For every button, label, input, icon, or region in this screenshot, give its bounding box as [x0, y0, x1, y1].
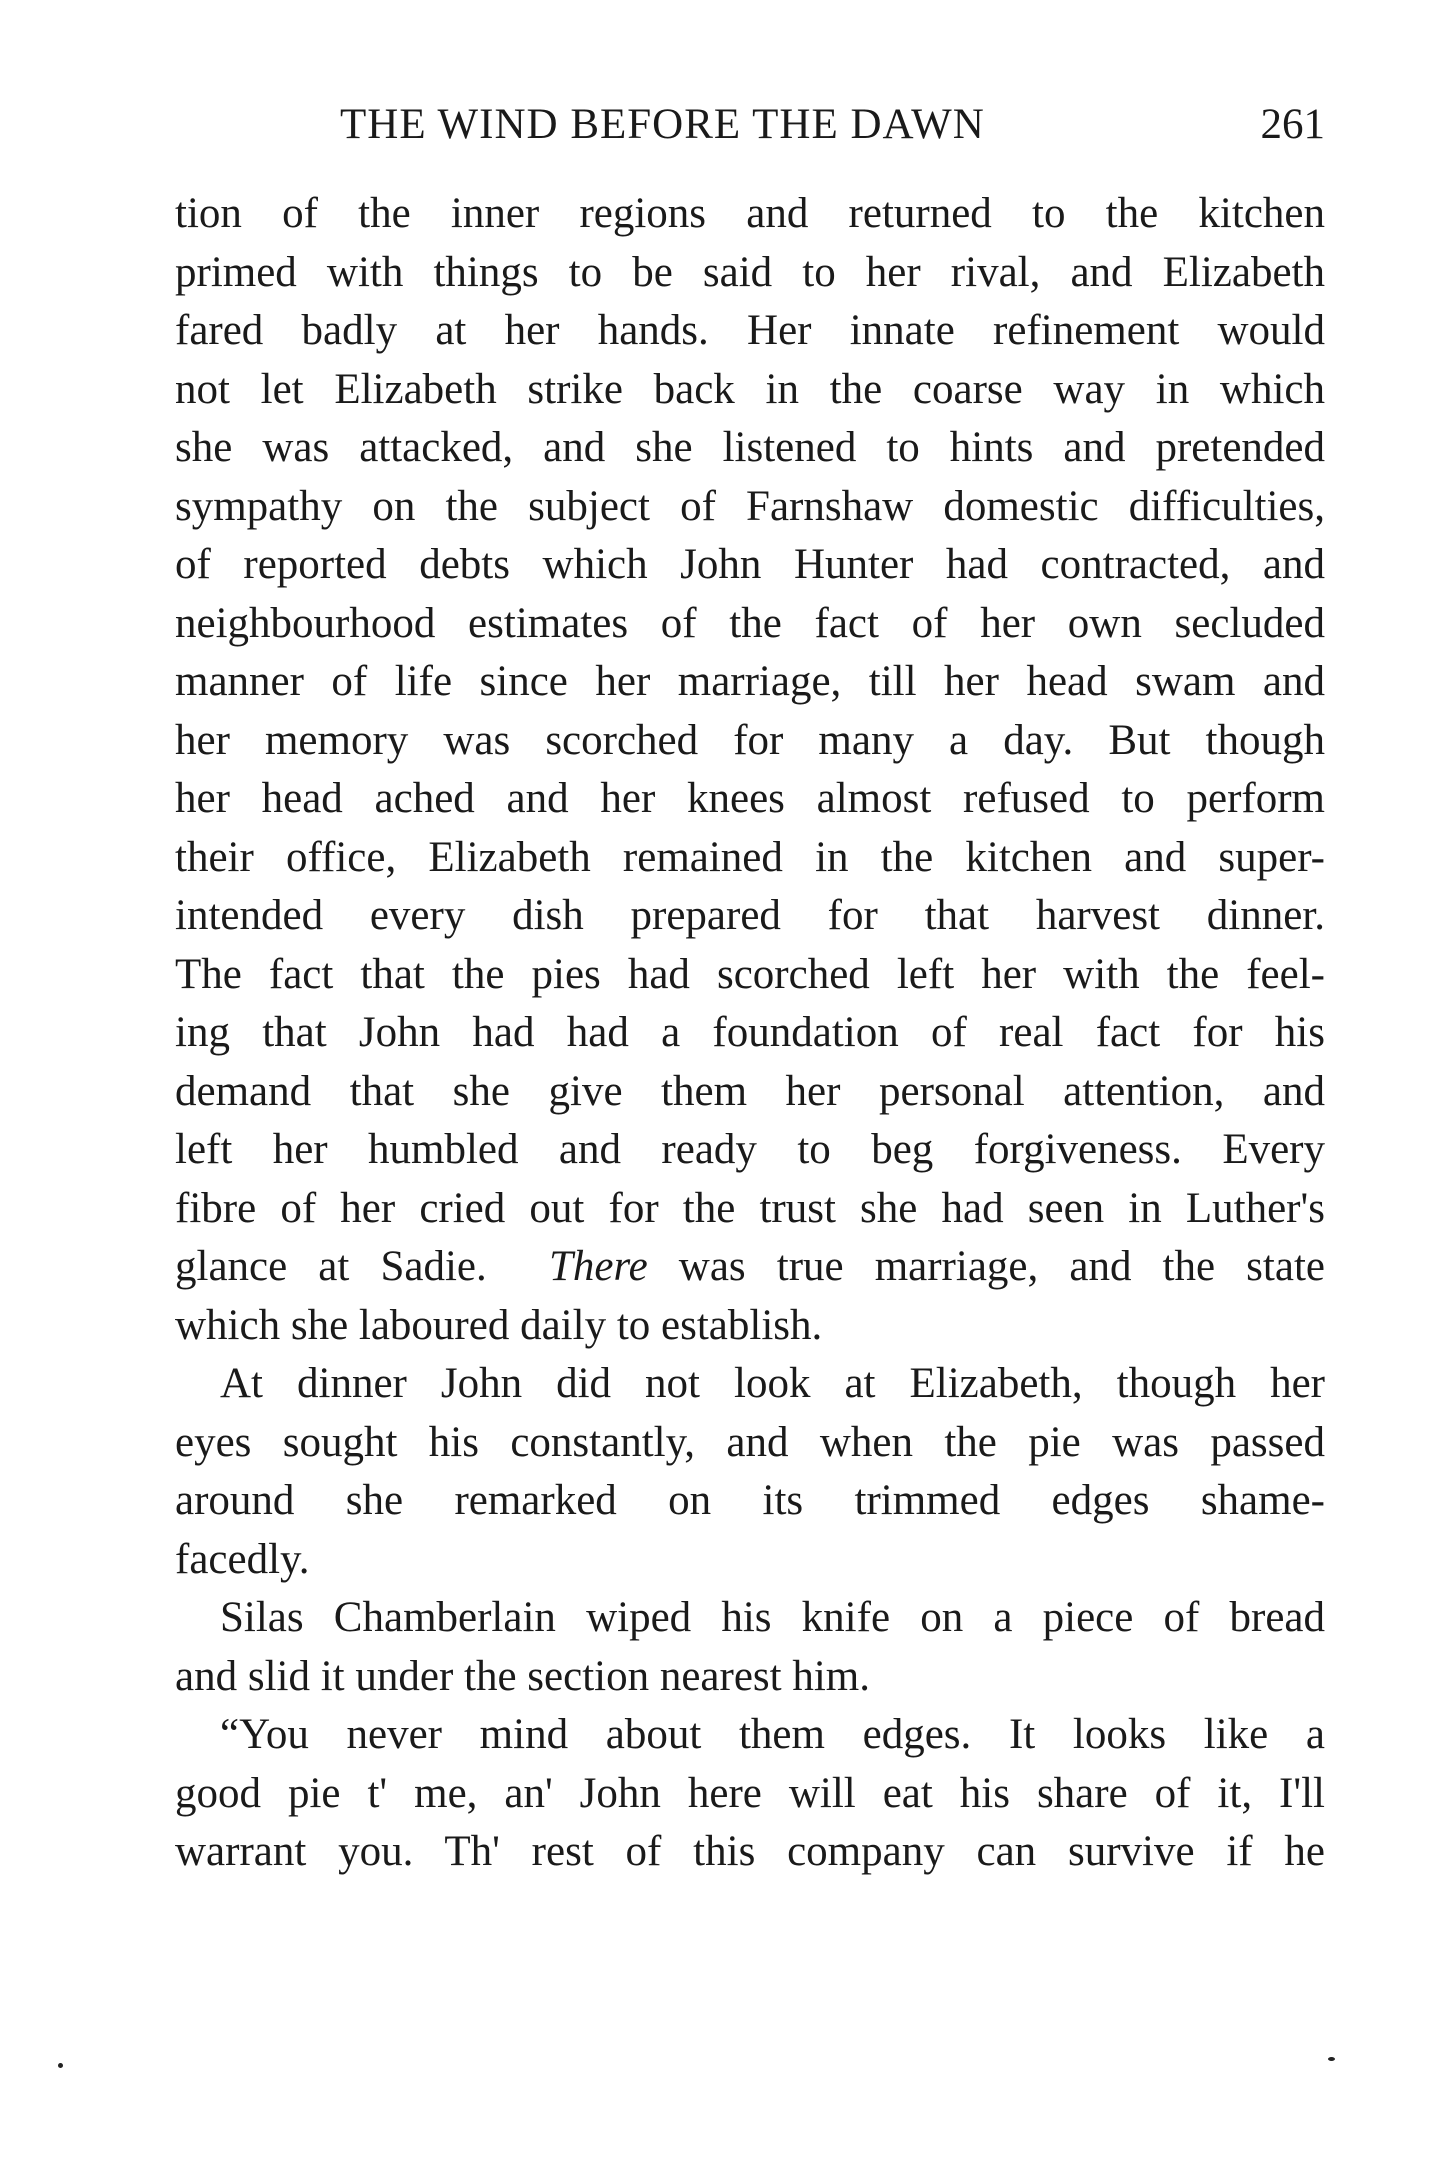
body-text	[175, 185, 1325, 1882]
text-line: primed with things to be said to her rival, and Elizabeth	[175, 248, 1325, 296]
text-line: good pie t' me, an' John here will eat his share of it, I'll	[175, 1769, 1325, 1817]
text-line: her memory was scorched for many a day. But though	[175, 716, 1325, 764]
page-header	[175, 100, 1325, 160]
text-line: of reported debts which John Hunter had contracted, and	[175, 541, 1325, 588]
text-line: eyes sought his constantly, and when the pie was passed	[175, 1418, 1325, 1466]
page-number: 261	[1260, 101, 1325, 148]
paragraph	[175, 185, 1325, 1355]
print-speck	[1328, 2057, 1335, 2061]
text-line: left her humbled and ready to beg forgiveness. Every	[175, 1126, 1325, 1173]
text-line: around she remarked on its trimmed edges shame-	[175, 1477, 1325, 1524]
text-line: not let Elizabeth strike back in the coarse way in which	[175, 365, 1325, 413]
paragraph	[175, 1706, 1325, 1882]
text-line: neighbourhood estimates of the fact of her own secluded	[175, 599, 1325, 647]
print-speck	[58, 2063, 63, 2068]
text-line: Silas Chamberlain wiped his knife on a piece of bread	[220, 1594, 1325, 1641]
text-segment: glance at Sadie.	[175, 1243, 549, 1290]
text-line: her head ached and her knees almost refused to perform	[175, 775, 1325, 822]
text-line: The fact that the pies had scorched left her with the feel-	[175, 950, 1325, 998]
running-title: THE WIND BEFORE THE DAWN	[340, 101, 985, 148]
text-line: facedly.	[175, 1535, 310, 1583]
text-line: fibre of her cried out for the trust she had seen in Luther's	[175, 1184, 1325, 1232]
italic-emphasis: There	[548, 1243, 648, 1290]
text-line: warrant you. Th' rest of this company can survive if he	[175, 1828, 1325, 1875]
text-line: manner of life since her marriage, till her head swam and	[175, 658, 1325, 705]
text-line: she was attacked, and she listened to hints and pretended	[175, 424, 1325, 471]
text-line-with-italic	[175, 1238, 1325, 1297]
text-line: and slid it under the section nearest him.	[175, 1652, 870, 1700]
text-line: which she laboured daily to establish.	[175, 1301, 823, 1349]
text-line: tion of the inner regions and returned to the kitchen	[175, 190, 1325, 237]
text-line: ing that John had had a foundation of real fact for his	[175, 1009, 1325, 1056]
text-line: sympathy on the subject of Farnshaw domestic difficulties,	[175, 482, 1325, 530]
text-segment: was true marriage, and the state	[647, 1243, 1325, 1290]
text-line: “You never mind about them edges. It looks like a	[220, 1711, 1325, 1758]
text-line: At dinner John did not look at Elizabeth, though her	[220, 1360, 1325, 1407]
text-line: demand that she give them her personal attention, and	[175, 1067, 1325, 1115]
text-line: their office, Elizabeth remained in the kitchen and super-	[175, 833, 1325, 881]
text-line: intended every dish prepared for that harvest dinner.	[175, 892, 1325, 939]
paragraph	[175, 1355, 1325, 1589]
text-line: fared badly at her hands. Her innate refinement would	[175, 307, 1325, 354]
paragraph	[175, 1589, 1325, 1706]
